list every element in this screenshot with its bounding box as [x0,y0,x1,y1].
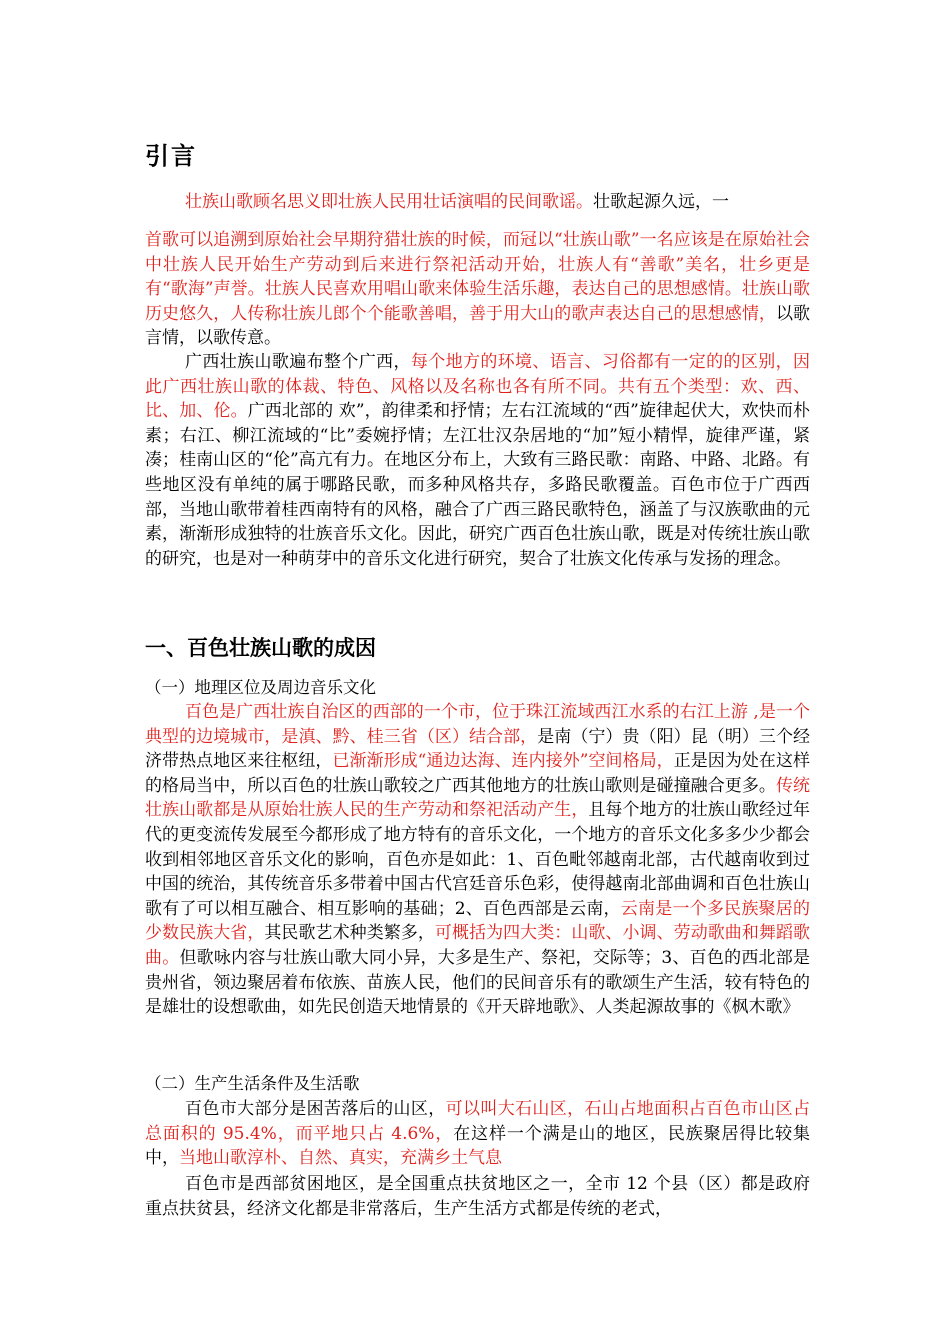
highlighted-text: 可以叫大石山区，石山占地面积占百色市山区占总面积的 95.4%，而平地只占 4.6%， [145,1099,811,1144]
body-text: 是南（宁）贵（阳）昆（明）三个经济带热点地区来往枢纽， [145,726,811,772]
highlighted-text: 每个地方的环境、语言、习俗都有一定的的区别，因此广西壮族山歌的体裁、特色、风格以及名称也各有所不同。共有五个类型：欢、西、比、加、伦。 [145,352,810,422]
intro-paragraph-1-cont [145,228,810,351]
body-text: 其民歌艺术种类繁多， [264,923,435,944]
page-title: 引言 [145,142,197,170]
body-text: 百色市是西部贫困地区，是全国重点扶贫地区之一，全市 12 个县（区）都是政府重点扶贫县，经济文化都是非常落后，生产生活方式都是传统的老式， [145,1174,810,1219]
body-text: 在这样一个满是山的地区，民族聚居得比较集中， [145,1123,810,1169]
body-text: 壮歌起源久远，一 [593,192,729,212]
body-text: 正是因为处在这样的格局当中，所以百色的壮族山歌较之广西其他地方的壮族山歌则是碰撞融合更多。 [145,751,811,796]
section-paragraph-poverty [145,1172,810,1221]
subsection-heading-2: （二）生产生活条件及生活歌 [145,1074,360,1093]
body-text: 但歌咏内容与壮族山歌大同小异，大多是生产、祭祀，交际等；3、百色的西北部是贵州省，领边聚居着布依族、苗族人民，他们的民间音乐有的歌颂生产生活，较有特色的是雄壮的设想歌曲，如先民创造天地情景的《开天辟地歌》、人类起源故事的《枫木歌》 [145,947,810,1018]
highlighted-text: 可概括为四大类：山歌、小调、劳动歌曲和舞蹈歌曲。 [145,923,811,968]
highlighted-text: 已渐渐形成“通边达海、连内接外”空间格局， [332,751,674,772]
body-text: 以歌言情，以歌传意。 [145,303,811,349]
body-text: 百色市大部分是困苦落后的山区， [185,1099,446,1119]
body-text: 广西北部的 欢”，韵律柔和抒情；左右江流域的“西”旋律起伏大，欢快而朴素；右江、柳江流域的“比”委婉抒情；左江壮汉杂居地的“加”短小精悍，旋律严谨，紧凑；桂南山区的“伦”高亢有力。在地区分布上，大致有三路民歌：南路、中路、北路。有些地区没有单纯的属于哪路民歌，而多种风格共存，多路民歌覆盖。百色市位于广西西部，当地山歌带着桂西南特有的风格，融合了广西三路民歌特色，涵盖了与汉族歌曲的元素，渐渐形成独特的壮族音乐文化。因此，研究广西百色壮族山歌，既是对传统壮族山歌的研究，也是对一种萌芽中的音乐文化进行研究，契合了壮族文化传承与发扬的理念。 [145,401,811,569]
highlighted-text: 云南是一个多民族聚居的少数民族大省， [145,898,810,944]
section-paragraph-geography [145,700,810,1020]
highlighted-text: 传统壮族山歌都是从原始壮族人民的生产劳动和祭祀活动产生， [145,775,811,821]
highlighted-text: 百色是广西壮族自治区的西部的一个市，位于珠江流域西江水系的右江上游 ,是一个典型的边境城市，是滇、黔、桂三省（区）结合部， [145,702,810,747]
section-paragraph-mountains [145,1097,810,1171]
highlighted-text: 壮族山歌顾名思义即壮族人民用壮话演唱的民间歌谣。 [185,192,593,212]
highlighted-text: 首歌可以追溯到原始社会早期狩猎壮族的时候，而冠以“壮族山歌”一名应该是在原始社会中壮族人民开始生产劳动到后来进行祭祀活动开始，壮族人有“善歌”美名，壮乡更是有“歌海”声誉。壮族人民喜欢用唱山歌来体验生活乐趣，表达自己的思想感情。壮族山歌历史悠久，人传称壮族儿郎个个能歌善唱，善于用大山的歌声表达自己的思想感情， [145,230,810,324]
highlighted-text: 当地山歌淳朴、自然、真实，充满乡土气息 [179,1148,502,1169]
intro-paragraph-1 [145,190,810,215]
intro-paragraph-2 [145,350,810,571]
section-heading: 一、百色壮族山歌的成因 [145,636,376,660]
body-text: 广西壮族山歌遍布整个广西， [185,352,411,372]
body-text: 且每个地方的壮族山歌经过年代的更变流传发展至今都形成了地方特有的音乐文化，一个地方的音乐文化多多少少都会收到相邻地区音乐文化的影响，百色亦是如此：1、百色毗邻越南北部，古代越南收到过中国的统治，其传统音乐多带着中国古代宫廷音乐色彩，使得越南北部曲调和百色壮族山歌有了可以相互融合、相互影响的基础；2、百色西部是云南， [145,800,811,919]
subsection-heading-1: （一）地理区位及周边音乐文化 [145,678,376,697]
